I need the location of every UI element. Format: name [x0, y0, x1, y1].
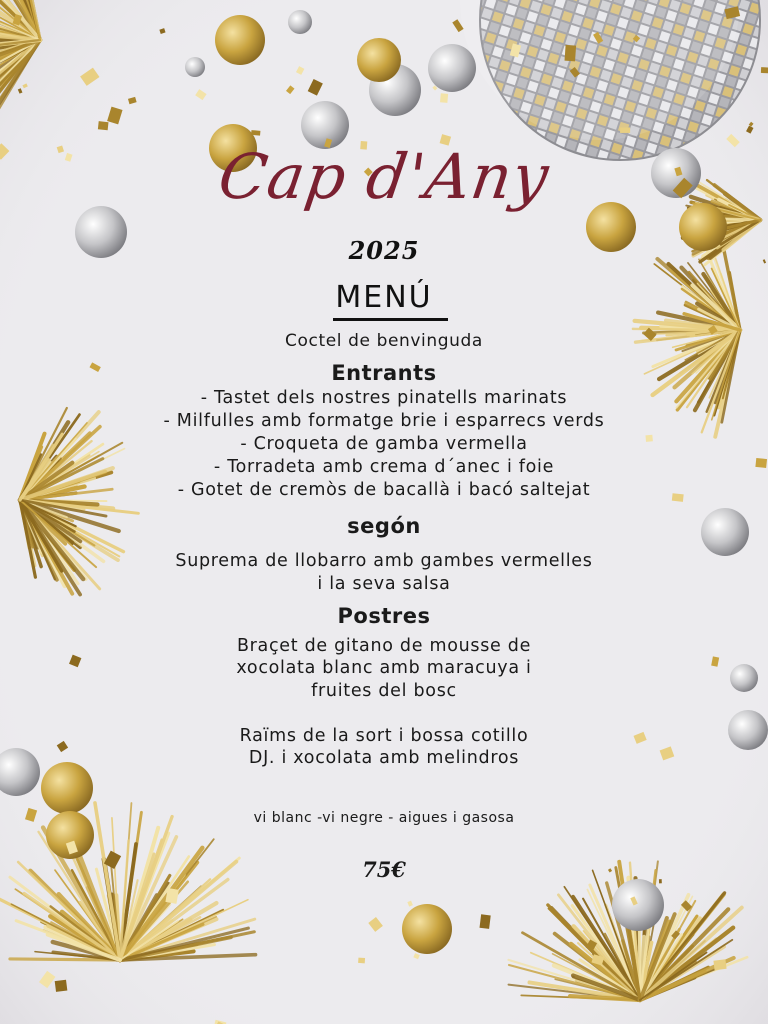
- drinks-included: vi blanc -vi negre - aigues i gasosa: [253, 810, 515, 826]
- postres-title: Postres: [337, 604, 431, 628]
- postres-item: Braçet de gitano de mousse de: [236, 636, 532, 656]
- menu-heading: MENÚ: [335, 280, 433, 315]
- event-year: 2025: [348, 236, 420, 265]
- postres-item: xocolata blanc amb maracuya i: [236, 658, 532, 678]
- segon-title: segón: [347, 514, 421, 538]
- heading-underline: [333, 318, 448, 321]
- entrant-item: - Torradeta amb crema d´anec i foie: [213, 457, 555, 477]
- menu-price: 75€: [362, 857, 406, 882]
- postres-item: fruites del bosc: [311, 681, 457, 701]
- extras-item: DJ. i xocolata amb melindros: [248, 748, 520, 768]
- segon-item: i la seva salsa: [317, 574, 451, 594]
- segon-item: Suprema de llobarro amb gambes vermelles: [175, 551, 593, 571]
- event-title: Cap d'Any: [214, 140, 554, 213]
- entrant-item: - Tastet dels nostres pinatells marinats: [200, 388, 568, 408]
- entrants-title: Entrants: [331, 361, 437, 385]
- welcome-drink: Coctel de benvinguda: [285, 331, 483, 351]
- extras-item: Raïms de la sort i bossa cotillo: [239, 726, 529, 746]
- entrant-item: - Croqueta de gamba vermella: [240, 434, 528, 454]
- entrant-item: - Milfulles amb formatge brie i esparrecs verds: [163, 411, 605, 431]
- entrant-item: - Gotet de cremòs de bacallà i bacó saltejat: [177, 480, 591, 500]
